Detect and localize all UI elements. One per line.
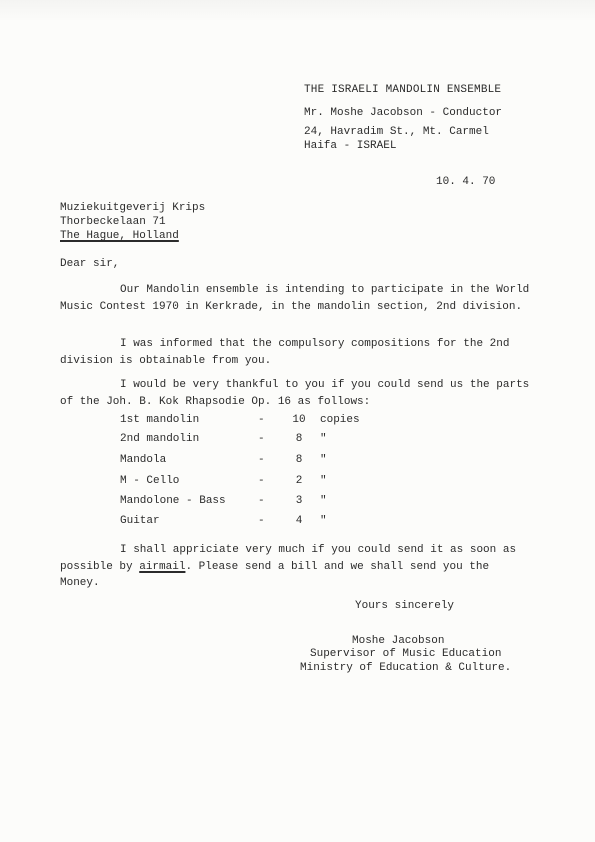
- parts-list-row: [120, 414, 360, 428]
- part-unit: ": [320, 475, 327, 487]
- closing-airmail: airmail: [139, 560, 186, 573]
- part-unit: ": [320, 495, 327, 507]
- part-quantity: 10: [292, 414, 306, 426]
- parts-list-row: [120, 475, 340, 489]
- letterhead-organization: THE ISRAELI MANDOLIN ENSEMBLE: [304, 84, 502, 96]
- part-quantity: 8: [295, 433, 303, 445]
- letterhead-conductor: Mr. Moshe Jacobson - Conductor: [304, 107, 503, 119]
- part-quantity: 4: [295, 515, 303, 527]
- body-paragraph-1: Our Mandolin ensemble is intending to participate in the World Music Contest 1970 in Kerkrade, in the mandolin section, 2nd division.: [60, 284, 530, 313]
- body-closing-paragraph: [60, 542, 520, 592]
- recipient-line2: Thorbeckelaan 71: [60, 216, 166, 228]
- part-quantity: 8: [295, 454, 303, 466]
- part-dash: -: [258, 454, 265, 466]
- part-name: Mandola: [120, 454, 167, 466]
- closing-text-end: . Please send a bill and we shall send you the Money.: [60, 560, 490, 589]
- salutation: Dear sir,: [60, 258, 120, 270]
- parts-list-row: [120, 433, 340, 447]
- recipient-line1: Muziekuitgeverij Krips: [60, 202, 206, 214]
- signoff-closing: Yours sincerely: [355, 600, 455, 612]
- signoff-title1: Supervisor of Music Education: [310, 648, 502, 660]
- letter-date: 10. 4. 70: [436, 176, 496, 188]
- parts-list-row: [120, 495, 340, 509]
- part-quantity: 3: [295, 495, 303, 507]
- parts-list-row: [120, 454, 340, 468]
- part-name: Mandolone - Bass: [120, 495, 226, 507]
- part-name: M - Cello: [120, 475, 180, 487]
- letterhead-address-line1: 24, Havradim St., Mt. Carmel: [304, 126, 489, 138]
- letterhead-address-line2: Haifa - ISRAEL: [304, 140, 397, 152]
- part-unit: ": [320, 454, 327, 466]
- parts-list-row: [120, 515, 340, 529]
- part-name: 2nd mandolin: [120, 433, 200, 445]
- part-dash: -: [258, 495, 265, 507]
- signoff-title2: Ministry of Education & Culture.: [300, 662, 512, 674]
- part-dash: -: [258, 414, 265, 426]
- recipient-line3: The Hague, Holland: [60, 230, 179, 242]
- part-unit: ": [320, 515, 327, 527]
- part-quantity: 2: [295, 475, 303, 487]
- closing-text-start: I shall appriciate very much if you could send it as soon as possible by: [60, 544, 517, 573]
- part-name: Guitar: [120, 515, 160, 527]
- signoff-name: Moshe Jacobson: [352, 635, 445, 647]
- body-paragraph-2: I was informed that the compulsory compositions for the 2nd division is obtainable from you.: [60, 338, 510, 367]
- body-paragraph-3: I would be very thankful to you if you could send us the parts of the Joh. B. Kok Rhapsodie Op. 16 as follows:: [60, 379, 530, 408]
- paper-fold-shadow: [0, 0, 595, 22]
- part-name: 1st mandolin: [120, 414, 200, 426]
- part-dash: -: [258, 475, 265, 487]
- part-unit: copies: [320, 414, 360, 426]
- part-unit: ": [320, 433, 327, 445]
- part-dash: -: [258, 433, 265, 445]
- part-dash: -: [258, 515, 265, 527]
